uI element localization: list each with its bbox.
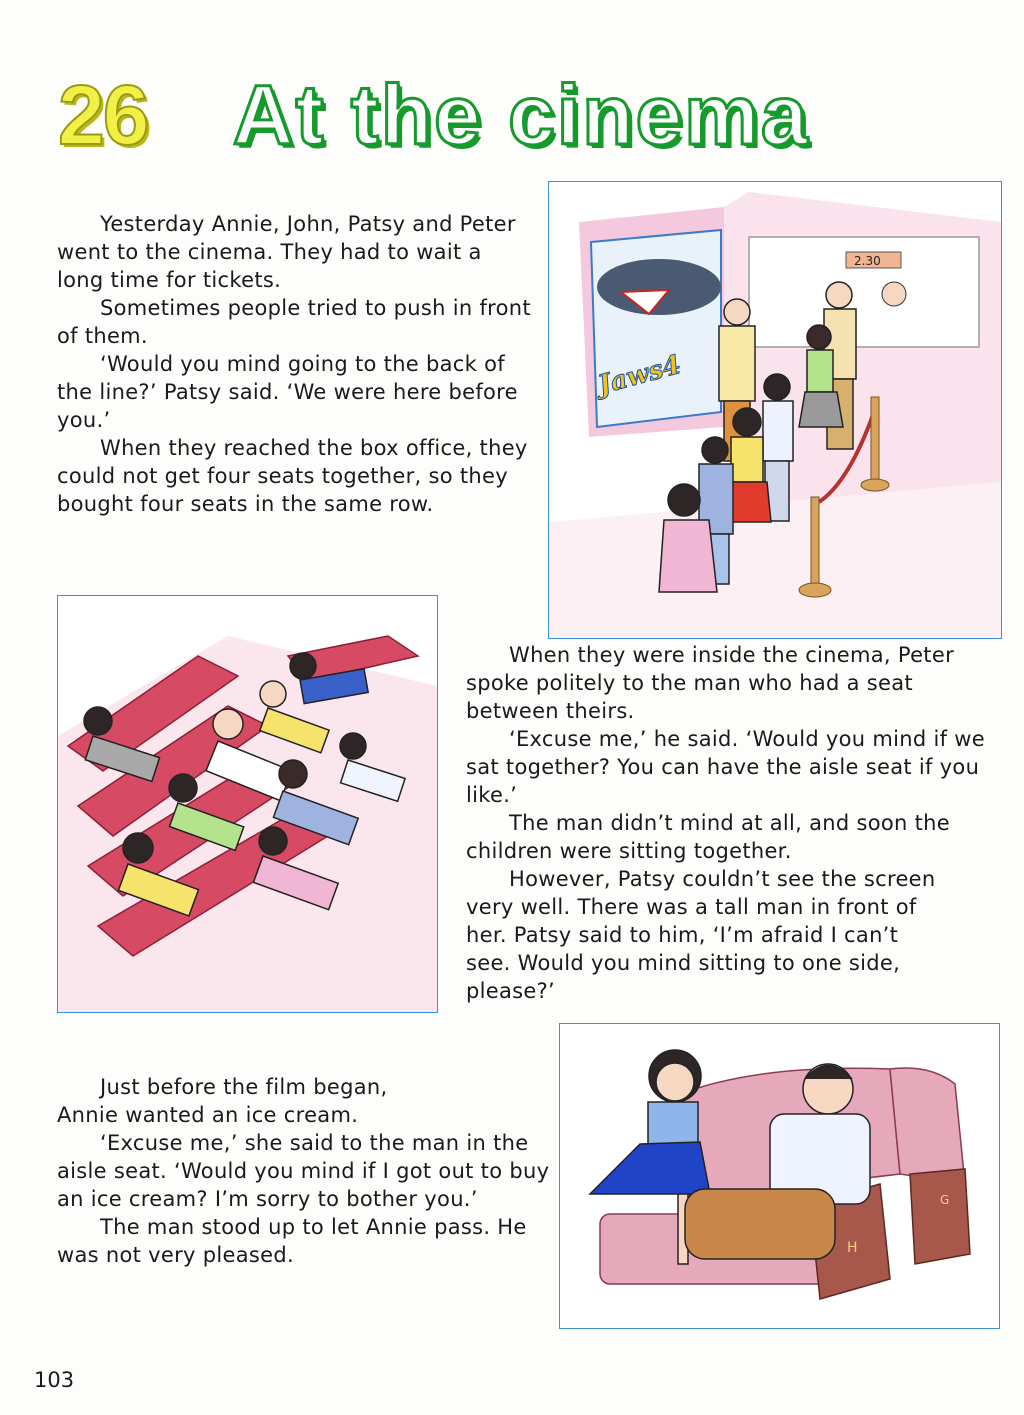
story-text-block-2	[466, 641, 1006, 1005]
seat-letter-g: G	[940, 1193, 950, 1207]
showtime-sign: 2.30	[854, 254, 881, 268]
poster-title: Jaws4	[595, 349, 685, 401]
story-paragraph: Just before the film began, Annie wanted an ice cream.	[57, 1075, 388, 1127]
lesson-title: At the cinema	[232, 68, 810, 162]
story-paragraph: When they reached the box office, they could not get four seats together, so they bought four seats in the same row.	[57, 436, 528, 516]
story-paragraph: However, Patsy couldn’t see the screen very well. There was a tall man in front of her. Patsy said to him, ‘I’m afraid I can’t see. Would you mind sitting to one side, please?’	[466, 867, 936, 1003]
story-paragraph: ‘Excuse me,’ he said. ‘Would you mind if we sat together? You can have the aisle seat if you like.’	[466, 727, 985, 807]
story-paragraph: The man stood up to let Annie pass. He was not very pleased.	[57, 1215, 527, 1267]
lesson-number: 26	[58, 68, 148, 162]
illustration-aisle-seat	[559, 1023, 1000, 1329]
seat-letter-h: H	[847, 1240, 858, 1256]
story-paragraph: ‘Would you mind going to the back of the line?’ Patsy said. ‘We were here before you.’	[57, 352, 518, 432]
story-paragraph: When they were inside the cinema, Peter spoke politely to the man who had a seat between theirs.	[466, 643, 954, 723]
story-text-block-3	[57, 1073, 557, 1269]
illustration-cinema-seats	[57, 595, 438, 1013]
page-number: 103	[34, 1368, 75, 1392]
story-paragraph: The man didn’t mind at all, and soon the children were sitting together.	[466, 811, 950, 863]
lesson-heading	[58, 70, 810, 160]
story-paragraph: Sometimes people tried to push in front of them.	[57, 296, 531, 348]
cinema-seats-drawing	[58, 596, 437, 1012]
illustration-box-office-queue	[548, 181, 1002, 639]
aisle-seat-drawing	[560, 1024, 999, 1328]
story-paragraph: Yesterday Annie, John, Patsy and Peter went to the cinema. They had to wait a long time for tickets.	[57, 212, 516, 292]
story-text-block-1	[57, 210, 532, 518]
box-office-drawing	[549, 182, 1001, 638]
story-paragraph: ‘Excuse me,’ she said to the man in the aisle seat. ‘Would you mind if I got out to buy an ice cream? I’m sorry to bother you.’	[57, 1131, 550, 1211]
